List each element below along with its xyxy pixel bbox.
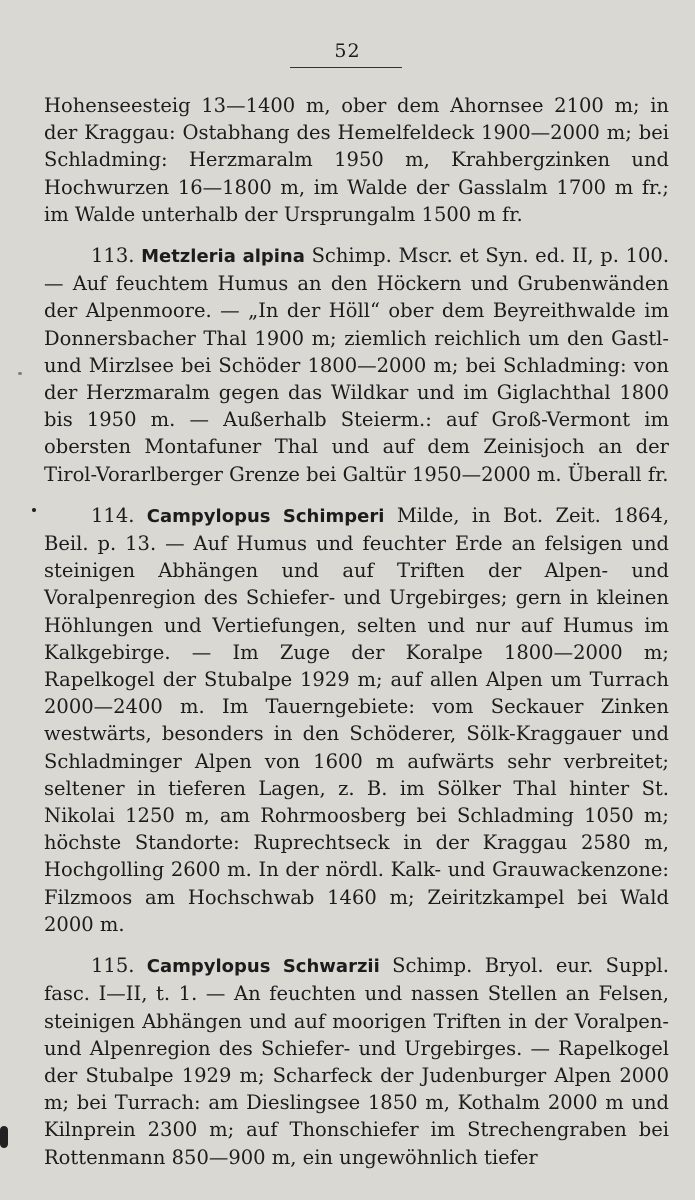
entry-number: 114. (91, 503, 135, 527)
margin-ink-mark (18, 372, 22, 375)
paragraph-text: Hohenseesteig 13—1400 m, ober dem Ahornsee 2100 m; in der Kraggau: Ostabhang des Hemelfeldeck 1900—2000 m; bei Schladming: Herzmaralm 1950 m, Krahbergzinken und Hochwurzen 16—1800 m, im Walde der Gasslalm 1700 m fr.; im Walde unterhalb der Ursprungalm 1500 m fr. (44, 94, 669, 226)
entry-number: 115. (91, 954, 135, 978)
header-rule (290, 67, 402, 68)
species-name: Metzleria alpina (141, 246, 305, 268)
species-name: Campylopus Schimperi (146, 505, 385, 527)
species-entry-114 (44, 502, 669, 938)
species-entry-113 (44, 242, 669, 488)
species-name: Campylopus Schwarzii (146, 956, 380, 978)
page-number: 52 (334, 40, 361, 62)
margin-ink-mark (32, 508, 36, 512)
entry-text: Milde, in Bot. Zeit. 1864, Beil. p. 13. — Auf Humus und feuchter Erde an felsigen und steinigen Abhängen und auf Triften der Alpen- und Voralpenregion des Schiefer- und Urgebirges; gern in kleinen Höhlungen und Vertiefungen, selten und nur auf Humus im Kalkgebirge. — Im Zuge der Koralpe 1800—2000 m; Rapelkogel der Stubalpe 1929 m; auf allen Alpen um Turrach 2000—2400 m. Im Tauerngebiete: vom Seckauer Zinken westwärts, besonders in den Schöderer, Sölk-Kraggauer und Schladminger Alpen von 1600 m aufwärts sehr verbreitet; seltener in tieferen Lagen, z. B. im Sölker Thal hinter St. Nikolai 1250 m, am Rohrmoosberg bei Schladming 1050 m; höchste Standorte: Ruprechtseck in der Kraggau 2580 m, Hochgolling 2600 m. In der nördl. Kalk- und Grauwackenzone: Filzmoos am Hochschwab 1460 m; Zeiritzkampel bei Wald 2000 m. (44, 503, 670, 936)
paragraph-continuation (44, 92, 669, 228)
margin-ink-mark (0, 1126, 8, 1148)
page-body (44, 92, 669, 1185)
entry-text: Schimp. Bryol. eur. Suppl. fasc. I—II, t. 1. — An feuchten und nassen Stellen an Felsen, steinigen Abhängen und auf moorigen Triften in der Voralpen- und Alpenregion des Schiefer- und Urgebirges. — Rapelkogel der Stubalpe 1929 m; Scharfeck der Judenburger Alpen 2000 m; bei Turrach: am Dieslingsee 1850 m, Kothalm 2000 m und Kilnprein 2300 m; auf Thonschiefer im Strechengraben bei Rottenmann 850—900 m, ein ungewöhnlich tiefer (44, 954, 669, 1169)
species-entry-115 (44, 952, 669, 1171)
entry-text: Schimp. Mscr. et Syn. ed. II, p. 100.— Auf feuchtem Humus an den Höckern und Grubenwänden der Alpenmoore. — „In der Höll“ ober dem Beyreithwalde im Donnersbacher Thal 1900 m; ziemlich reichlich um den Gastl- und Mirzlsee bei Schöder 1800—2000 m; bei Schladming: von der Herzmaralm gegen das Wildkar und im Giglachthal 1800 bis 1950 m. — Außerhalb Steierm.: auf Groß-Vermont im obersten Montafuner Thal und auf dem Zeinisjoch an der Tirol-Vorarlberger Grenze bei Galtür 1950—2000 m. Überall fr. (44, 244, 670, 486)
entry-number: 113. (91, 244, 135, 268)
